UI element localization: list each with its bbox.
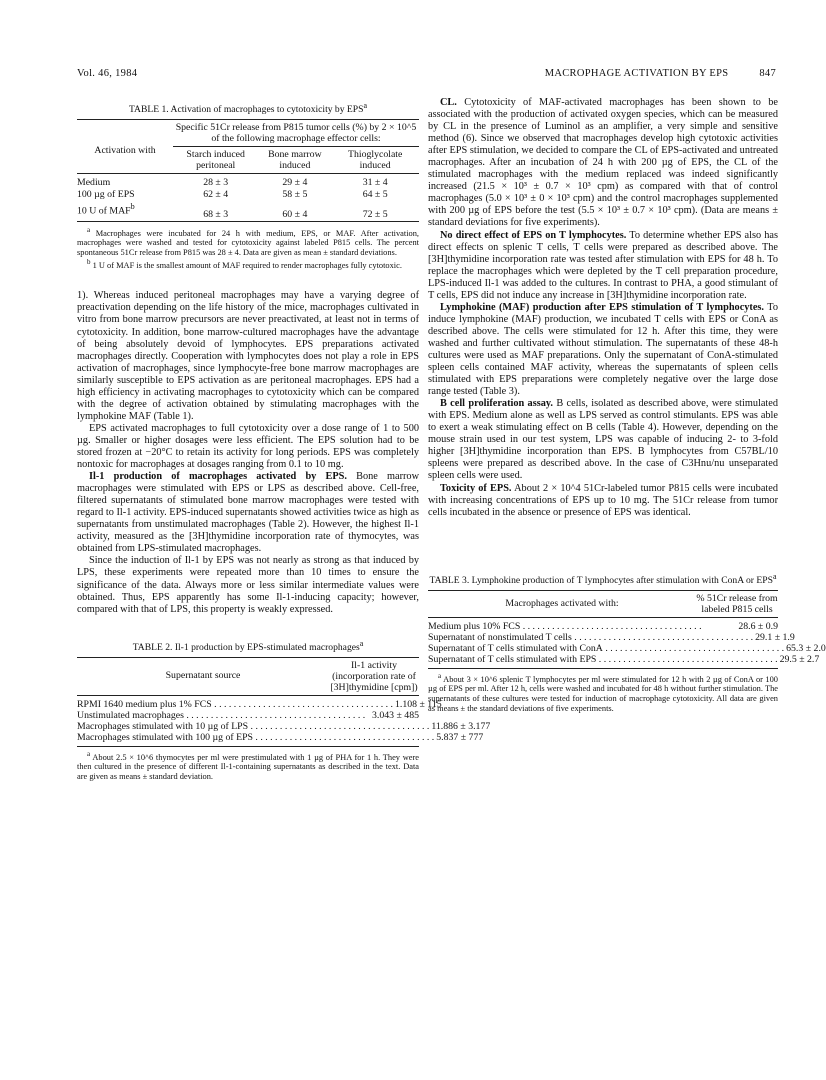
table-row: Supernatant of nonstimulated T cells . . . . . . . . . . . . . . . . . . . . . . . . . . . . . . . . . . . . . 29.1 ± 1.9 <box>428 632 795 644</box>
table2 <box>77 638 491 782</box>
table1-col-bone-marrow: Bone marrow induced <box>258 147 331 174</box>
left-paragraph-2: EPS activated macrophages to full cytotoxicity over a dose range of 1 to 500 µg. Smaller or higher dosages were less efficient. The EPS solution had to be stored frozen at −20°C to retain its activity for long periods. EPS was completely nontoxic for macrophages at dosages ranging from 0.1 to 10 mg. <box>77 422 419 471</box>
left-paragraph-1: 1). Whereas induced peritoneal macrophages may have a varying degree of preactivation depending on the life history of the mice, macrophages cultivated in vitro from bone marrow precursors are never preactivated, at least not in terms of cytotoxicity. In addition, bone marrow-cultured macrophages have the advantage of being absolutely devoid of lymphocytes. EPS preparations activated macrophages directly. Cooperation with lymphocytes does not play a role in EPS activation of macrophages, since lymphocyte-free bone marrow macrophages are similarly susceptible to EPS activation as are peritoneal macrophages. EPS had a high efficiency in activating macrophages to cytotoxicity which can be compared with the degree of activation obtained by stimulating macrophages with the lymphokine MAF (Table 1). <box>77 290 419 422</box>
table-row: 10 U of MAF$^b$ 68 ± 3 60 ± 4 72 ± 5 <box>77 201 419 221</box>
table3-rows <box>428 618 826 669</box>
left-paragraph-3: Il-1 production of macrophages activated by EPS. Bone marrow macrophages were stimulated with EPS or LPS as described above. Cell-free, filtered supernatants of stimulated bone marrow macrophages were tested with regard to Il-1 activity. EPS-induced supernatants showed activities twice as high as supernatants from unstimulated macrophages (Table 2). However, the highest Il-1 activity, measured as the [3H]thymidine incorporation rate of thymocytes, was obtained from LPS-stimulated macrophages. <box>77 471 420 555</box>
left-paragraph-4: Since the induction of Il-1 by EPS was not nearly as strong as that induced by LPS, these experiments were repeated more than 10 times to ensure the significance of the data. Always more or less similar intermediate values were obtained. Thus, EPS apparently has some Il-1-inducing capacity; however, compared with that of LPS, this property is weakly expressed. <box>77 555 419 615</box>
table-row: Unstimulated macrophages . . . . . . . . . . . . . . . . . . . . . . . . . . . . . . . . . . . . . 3.043 ± 485 <box>77 710 419 722</box>
table-row: Supernatant of T cells stimulated with ConA . . . . . . . . . . . . . . . . . . . . . . . . . . . . . . . . . . . . . 65.3 ± 2.0 <box>428 643 826 655</box>
right-paragraph-3: Lymphokine (MAF) production after EPS stimulation of T lymphocytes. To induce lymphokine (MAF) production, we incubated T cells with EPS or ConA as described above. The cells were stimulated for 12 h. After this time, they were washed and further cultivated without stimulation. The supernatants of these 48-h cultures were used as MAF preparations. Only the supernatant of ConA-stimulated spleen cells contained MAF activity, whereas the supernatants of spleen cells stimulated with EPS preparations were completely negative over the large dose range tested (Table 3). <box>428 301 778 398</box>
running-header-volume: Vol. 46, 1984 <box>77 68 138 79</box>
table2-rows <box>77 696 491 747</box>
table-row: Medium 28 ± 3 29 ± 4 31 ± 4 <box>77 177 388 189</box>
table2-caption: TABLE 2. Il-1 production by EPS-stimulated macrophages$^a$ <box>132 638 364 653</box>
table1-col-starch: Starch induced peritoneal <box>173 147 258 174</box>
table3-caption: TABLE 3. Lymphokine production of T lymphocytes after stimulation with ConA or EPS$^a$ <box>429 571 777 586</box>
left-column <box>77 100 491 782</box>
table1-col-thioglycolate: Thioglycolate induced <box>331 147 419 174</box>
table2-footnote-a: $^a$ About 2.5 × 10^6 thymocytes per ml were prestimulated with 1 µg of PHA for 1 h. They were then cultured in the presence of different Il-1-containing supernatants as described in the text. Data are given as means ± standard deviation. <box>77 749 419 782</box>
table1-caption: TABLE 1. Activation of macrophages to cytotoxicity by EPS$^a$ <box>128 101 368 116</box>
right-paragraph-1: CL. Cytotoxicity of MAF-activated macrophages has been shown to be associated with the production of activated oxygen species, which can be measured by CL in the presence of Luminol as an amplifier, a very simple and sensitive method (6). Since we observed that macrophages develop high cytotoxic activities after EPS stimulation, we decided to compare the CL of EPS-activated and untreated macrophages. After an incubation of 24 h with 200 µg of EPS, the CL of the stimulated macrophages with the medium replaced was indeed significantly increased (21.5 × 10³ ± 0.7 × 10³ cpm) as compared with that of control macrophages (5.0 × 10³ ± 0 × 10³ cpm) and the control macrophages supplemented with 200 µg of EPS before the test (5.5 × 10³ ± 0.7 × 10³ cpm). (Data are means ± standard deviations for five experiments). <box>428 97 778 229</box>
table2-col-activity: Il-1 activity (incorporation rate of [3H]thymidine [cpm]) <box>330 659 418 693</box>
table-row: 100 µg of EPS 62 ± 4 58 ± 5 64 ± 5 <box>77 189 388 201</box>
right-paragraph-5: Toxicity of EPS. About 2 × 10^4 51Cr-labeled tumor P815 cells were incubated with increasing concentrations of EPS up to 10 mg. The 51Cr release from tumor cells incubated in the absence or presence of EPS was identical. <box>428 482 778 518</box>
table3-col-activated: Macrophages activated with: <box>505 597 619 609</box>
table1-footnote-b: $^b$ 1 U of MAF is the smallest amount of MAF required to render macrophages fully cytotoxic. <box>87 257 402 270</box>
table2-col-source: Supernatant source <box>165 670 241 682</box>
page-number: 847 <box>759 68 776 79</box>
right-column <box>428 97 826 714</box>
table1-row-header: Activation with <box>77 120 173 174</box>
table-row: Macrophages stimulated with 10 µg of LPS . . . . . . . . . . . . . . . . . . . . . . . . . . . . . . . . . . . . . 11.886 ± 3.177 <box>77 721 491 733</box>
table-row: Medium plus 10% FCS . . . . . . . . . . . . . . . . . . . . . . . . . . . . . . . . . . . . . 28.6 ± 0.9 <box>428 620 778 632</box>
table1-footnote-a: $^a$ Macrophages were incubated for 24 h with medium, EPS, or MAF. After activation, macrophages were washed and tested for cytotoxicity against labeled P815 cells. The percent spontaneous 51Cr release from P815 was 28 ± 4. Data are given as mean ± standard deviations. <box>77 225 419 257</box>
table2-grid <box>77 657 419 696</box>
right-paragraph-4: B cell proliferation assay. B cells, isolated as described above, were stimulated with EPS. Medium alone as well as LPS served as control stimulants. EPS was able to exert a weak stimulating effect on B cells (Table 4). However, depending on the mouse strain used in our test system, LPS was capable of inducing 2- to 3-fold higher [3H]thymidine incorporation than EPS. B lymphocytes from C57BL/10 spleens were prepared as described above. In the case of C3Hnu/nu unseparated spleen cells were used. <box>428 398 778 482</box>
table1 <box>77 100 419 270</box>
running-header <box>504 68 776 79</box>
right-paragraph-2: No direct effect of EPS on T lymphocytes. To determine whether EPS also has direct effects on splenic T cells, T cells were prepared as described above. The [3H]thymidine incorporation rate was tested after stimulation with EPS for 48 h. To replace the macrophages which were depleted by the T cell preparation procedure, LPS-induced Il-1 was added to the cultures. In contrast to PHA, a good stimulant of T cells, EPS did not induce any increase in [3H]thymidine incorporation rate. <box>428 229 778 301</box>
table-row: Supernatant of T cells stimulated with EPS . . . . . . . . . . . . . . . . . . . . . . . . . . . . . . . . . . . . . 29.5 ± 2.7 <box>428 654 820 666</box>
table1-grid <box>77 119 419 221</box>
table3 <box>428 571 826 714</box>
running-title: MACROPHAGE ACTIVATION BY EPS <box>544 68 729 79</box>
table3-footnote-a: $^a$ About 3 × 10^6 splenic T lymphocytes per ml were stimulated for 12 h with 2 µg of ConA or 100 µg of EPS per ml. After 12 h, cells were washed and incubated for 48 h without further stimulation. The supernatants of these cultures were tested for induction of macrophage cytotoxicity. All data are given as means ± the standard deviations of five experiments. <box>428 671 778 713</box>
table1-group-header: Specific 51Cr release from P815 tumor cells (%) by 2 × 10^5 of the following macrophage effector cells: <box>173 120 419 147</box>
table3-grid <box>428 590 778 618</box>
table3-col-release: % 51Cr release from labeled P815 cells <box>696 592 778 615</box>
table-row: RPMI 1640 medium plus 1% FCS . . . . . . . . . . . . . . . . . . . . . . . . . . . . . . . . . . . . . 1.108 ± 115 <box>77 698 442 710</box>
table-row: Macrophages stimulated with 100 µg of EPS . . . . . . . . . . . . . . . . . . . . . . . . . . . . . . . . . . . . . 5.837 ± 777 <box>77 732 484 744</box>
